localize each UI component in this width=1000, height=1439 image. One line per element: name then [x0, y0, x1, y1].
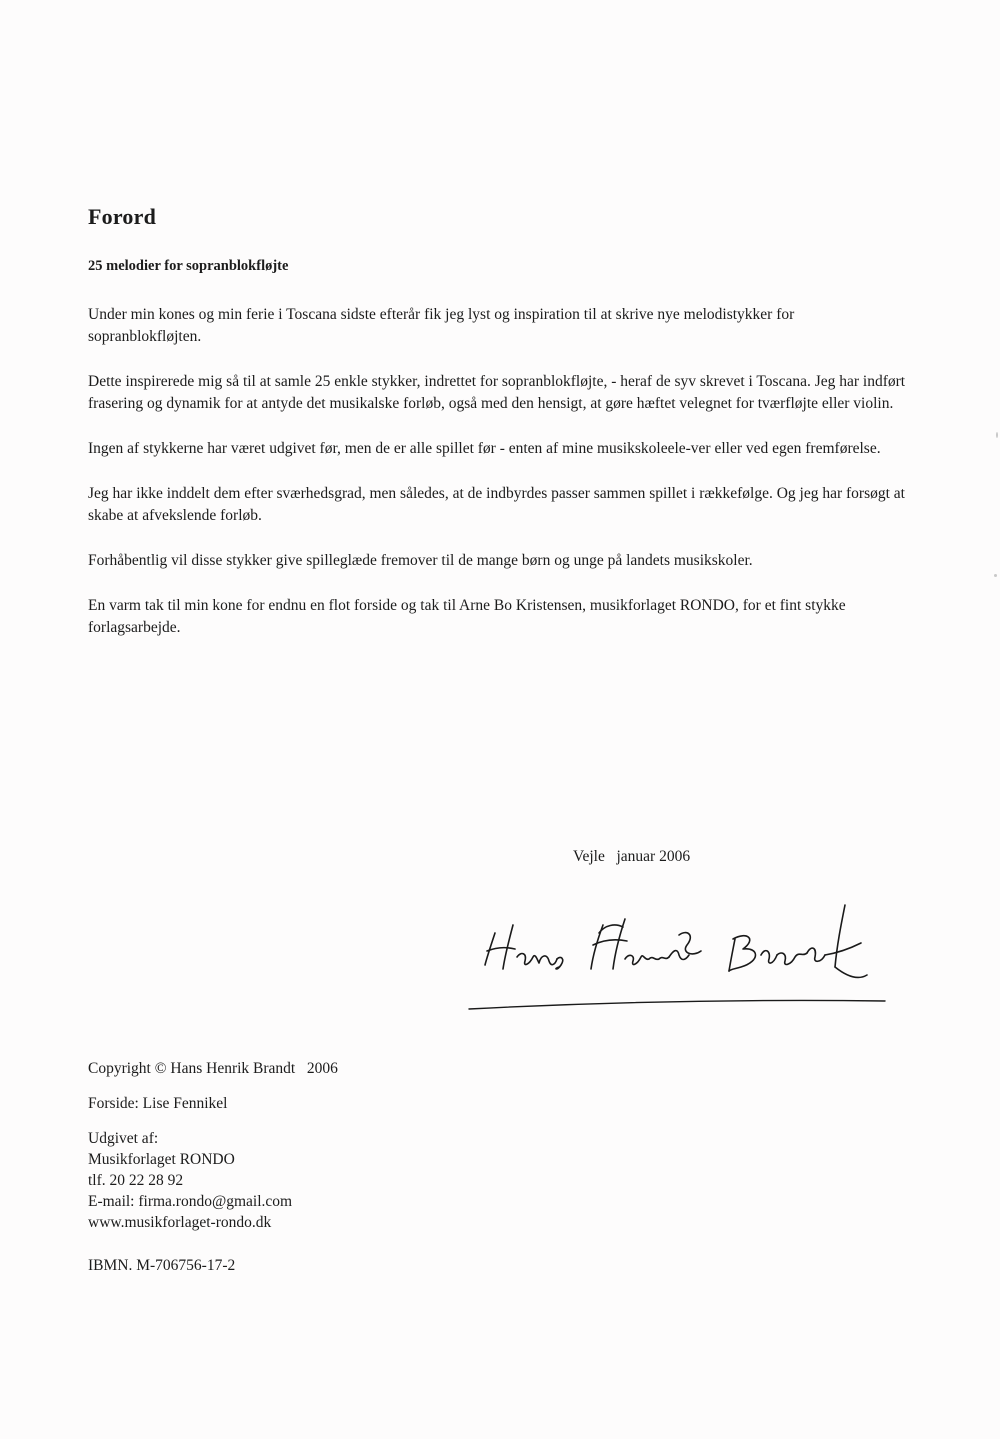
paragraph: Dette inspirerede mig så til at samle 25 enkle stykker, indrettet for sopranblokfløjte, - heraf de syv skrevet i Toscana. Jeg har indført frasering og dynamik for at antyde det musikalske forløb, også med den hensigt, at gøre hæftet velegnet for tværfløjte eller violin.: [88, 373, 906, 412]
ibmn-number: IBMN. M-706756-17-2: [88, 1257, 236, 1274]
preface-body: [88, 304, 908, 662]
publisher-label: Udgivet af:: [88, 1130, 159, 1147]
cover-credit: Forside: Lise Fennikel: [88, 1095, 228, 1112]
paragraph: Jeg har ikke inddelt dem efter sværhedsgrad, men således, at de indbyrdes passer sammen spillet i rækkefølge. Og jeg har forsøgt at skabe at afvekslende forløb.: [88, 485, 905, 524]
dateline: Vejle januar 2006: [573, 848, 691, 865]
publication-info: [88, 1058, 338, 1290]
paper-speck: [996, 432, 998, 438]
paragraph: En varm tak til min kone for endnu en flot forside og tak til Arne Bo Kristensen, musikforlaget RONDO, for et fint stykke forlagsarbejde.: [88, 597, 846, 636]
page-subtitle: 25 melodier for sopranblokfløjte: [88, 258, 289, 274]
copyright-notice: Copyright © Hans Henrik Brandt 2006: [88, 1060, 338, 1077]
page-title: Forord: [88, 204, 157, 229]
publisher-website: www.musikforlaget-rondo.dk: [88, 1214, 272, 1231]
publisher-name: Musikforlaget RONDO: [88, 1151, 235, 1168]
paragraph: Ingen af stykkerne har været udgivet før, men de er alle spillet før - enten af mine musikskoleele-ver eller ved egen fremførelse.: [88, 440, 881, 457]
publisher-email: E-mail: firma.rondo@gmail.com: [88, 1193, 293, 1210]
paper-speck: [994, 574, 997, 577]
publisher-phone: tlf. 20 22 28 92: [88, 1172, 184, 1189]
handwritten-signature: [465, 895, 905, 1025]
paragraph: Forhåbentlig vil disse stykker give spilleglæde fremover til de mange børn og unge på landets musikskoler.: [88, 552, 753, 569]
paragraph: Under min kones og min ferie i Toscana sidste efterår fik jeg lyst og inspiration til at skrive nye melodistykker for sopranblokfløjten.: [88, 306, 795, 345]
